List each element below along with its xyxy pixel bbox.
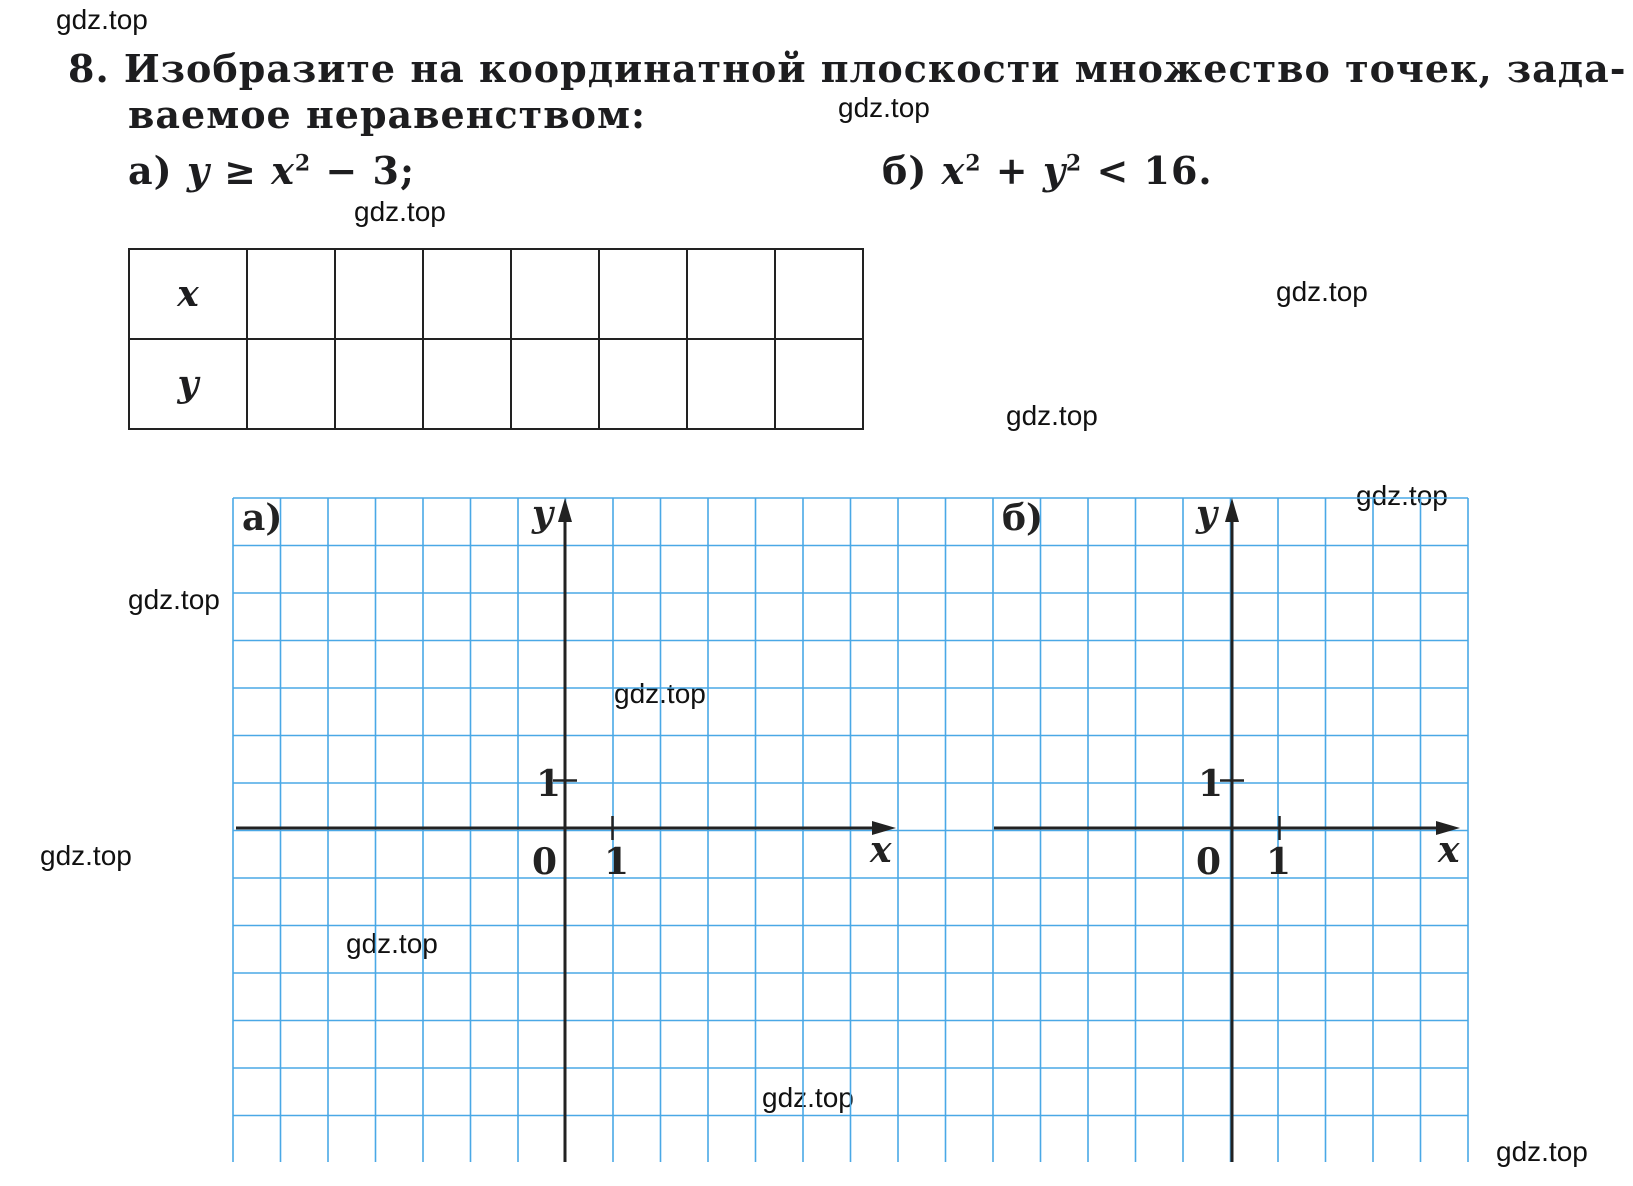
table-header-y: y (129, 339, 247, 429)
watermark: gdz.top (762, 1082, 854, 1113)
watermark: gdz.top (354, 196, 446, 227)
part-a-expr: y ≥ x (186, 148, 295, 193)
graph-a-x-label: x (870, 829, 892, 871)
watermark: gdz.top (838, 92, 930, 123)
watermark: gdz.top (56, 4, 148, 35)
part-b-exp1: 2 (965, 150, 982, 177)
task-text-2: ваемое неравенством: (128, 92, 647, 137)
watermark: gdz.top (40, 840, 132, 871)
watermark: gdz.top (1006, 400, 1098, 431)
part-b-end: < 16. (1082, 148, 1213, 193)
graph-b-unit-x: 1 (1266, 841, 1292, 883)
watermark: gdz.top (614, 678, 706, 709)
part-b-plus-y: + y (981, 148, 1066, 193)
watermark: gdz.top (1276, 276, 1368, 307)
part-a-exp: 2 (294, 150, 312, 177)
watermark: gdz.top (346, 928, 438, 959)
watermark: gdz.top (1356, 480, 1448, 511)
graph-a-origin: 0 (532, 841, 558, 883)
graph-b-x-label: x (1438, 829, 1460, 871)
part-b-x: x (941, 148, 966, 193)
graph-b-origin: 0 (1196, 841, 1222, 883)
part-b-exp2: 2 (1065, 150, 1083, 177)
graph-a-y-label: y (532, 493, 553, 535)
graph-b-unit-y: 1 (1198, 763, 1224, 805)
part-a-label: а) (128, 148, 173, 193)
graph-a-unit-x: 1 (604, 841, 630, 883)
graph-b-y-label: y (1196, 493, 1217, 535)
watermark: gdz.top (128, 584, 220, 615)
graph-a-label: а) (242, 497, 283, 539)
task-number: 8. (68, 46, 110, 91)
table-header-x: x (129, 249, 247, 339)
part-a-expr-end: − 3; (311, 148, 415, 193)
graph-b-label: б) (1002, 497, 1044, 539)
part-b-label: б) (882, 148, 928, 193)
y-axis-arrow-b (1225, 498, 1239, 522)
y-axis-arrow-a (558, 498, 572, 522)
grid-lines (233, 498, 1468, 1162)
graph-a-unit-y: 1 (536, 763, 562, 805)
task-text-1: Изобразите на координатной плоскости множество точек, зада- (123, 46, 1627, 91)
watermark: gdz.top (1496, 1136, 1588, 1167)
